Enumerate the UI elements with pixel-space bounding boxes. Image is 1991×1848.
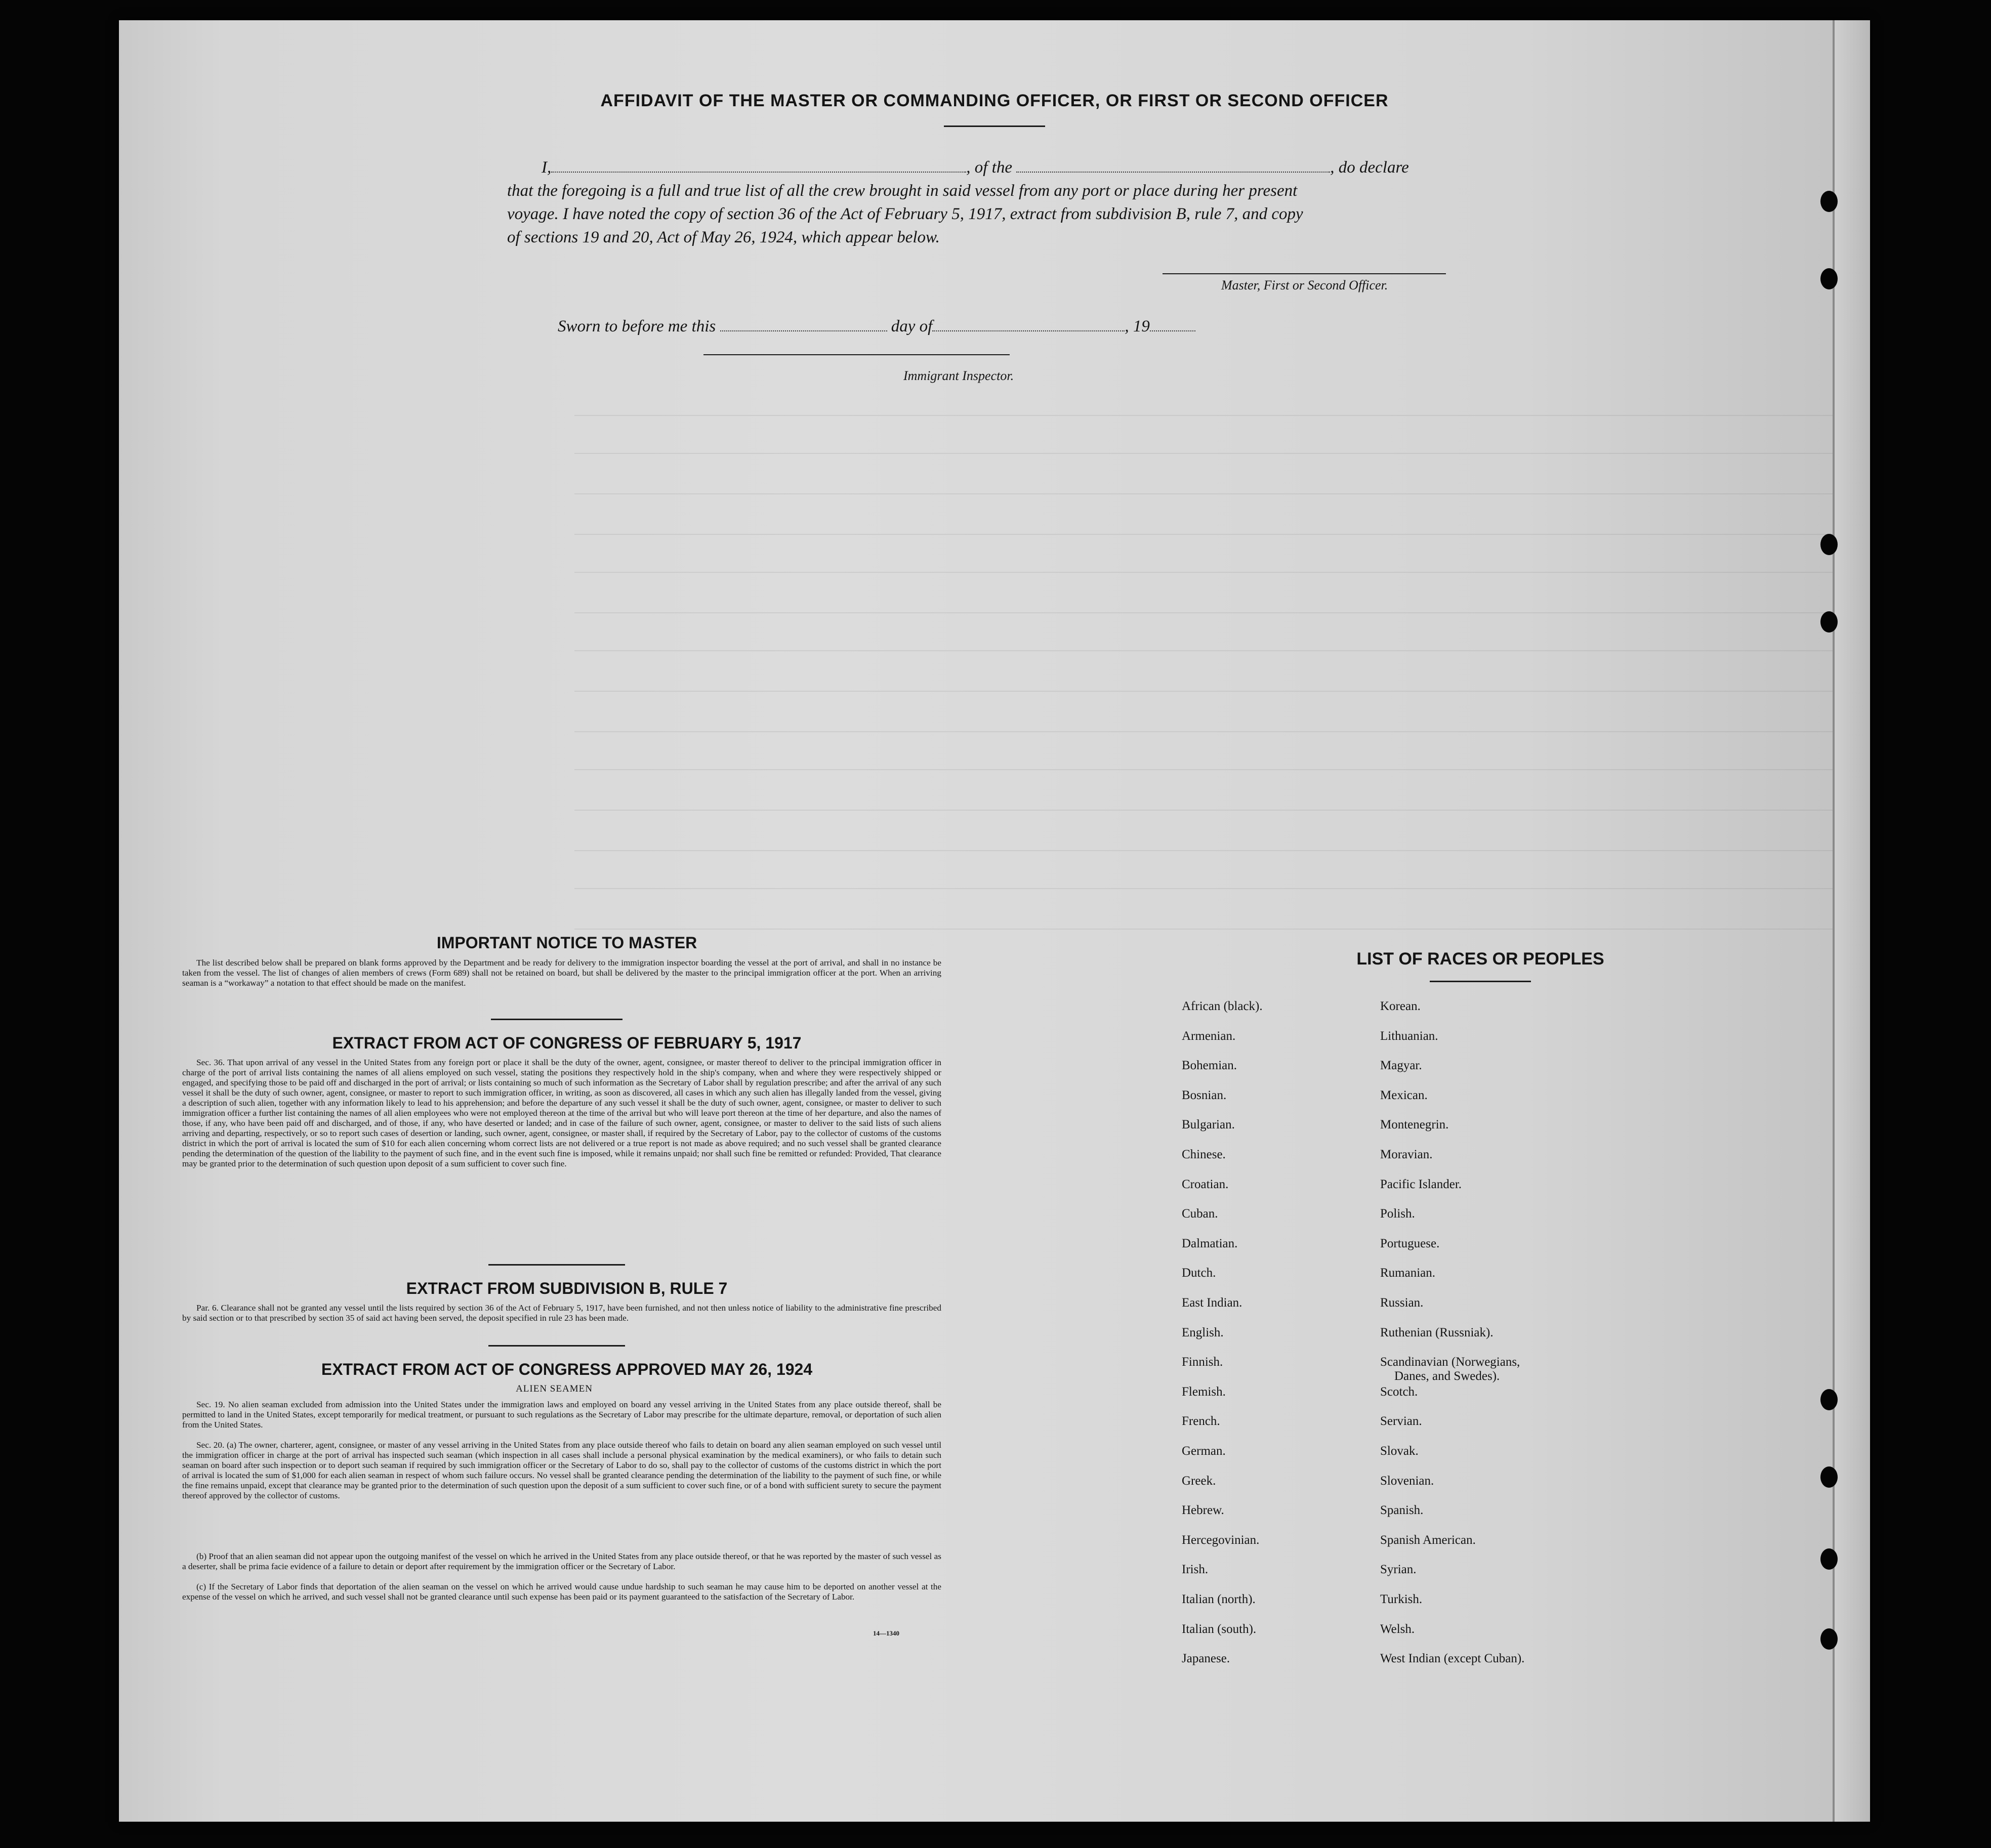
affidavit-of-the: , of the bbox=[966, 158, 1012, 177]
name-blank bbox=[551, 158, 966, 173]
manifest-page bbox=[119, 20, 1870, 1822]
extract-rule7-body: Par. 6. Clearance shall not be granted any vessel until the lists required by section 36 of the Act of February 5, 1917, have been furnished, and not then unless notice of liability to the administrative fine prescribed by said section or to that prescribed by section 35 of said act having been served, the deposit specified in rule 23 has been made. bbox=[182, 1303, 941, 1323]
race-item: French. bbox=[1182, 1414, 1220, 1428]
punch-hole bbox=[1820, 534, 1838, 555]
race-item: Italian (north). bbox=[1182, 1592, 1256, 1606]
bleed-through-rule bbox=[574, 534, 1840, 535]
bleed-through-rule bbox=[574, 850, 1840, 851]
extract-1917-rule bbox=[488, 1264, 625, 1266]
race-item: Slovak. bbox=[1380, 1444, 1419, 1458]
alien-seamen-subtitle: ALIEN SEAMEN bbox=[516, 1383, 593, 1394]
bleed-through-rule bbox=[574, 691, 1840, 692]
race-item: Chinese. bbox=[1182, 1148, 1226, 1161]
race-item: Polish. bbox=[1380, 1207, 1415, 1221]
section-20b-text: (b) Proof that an alien seaman did not appear upon the outgoing manifest of the vessel on which he arrived in the United States from any place outside thereof, or that he was reported by the master of such vessel as a deserter, shall be prima facie evidence of a failure to detain or deport after requirement by the immigration officer or the Secretary of Labor. bbox=[182, 1551, 941, 1571]
affidavit-line-2: that the foregoing is a full and true list of all the crew brought in said vessel from any port or place during her present bbox=[507, 182, 1298, 200]
race-item: Bosnian. bbox=[1182, 1088, 1227, 1102]
race-item: East Indian. bbox=[1182, 1296, 1242, 1310]
race-item: Greek. bbox=[1182, 1474, 1216, 1488]
punch-hole bbox=[1820, 1628, 1838, 1650]
race-item: Korean. bbox=[1380, 999, 1421, 1013]
punch-hole bbox=[1820, 191, 1838, 212]
race-item: Bohemian. bbox=[1182, 1059, 1237, 1072]
race-item: Flemish. bbox=[1182, 1385, 1226, 1399]
sworn-year-blank bbox=[1150, 317, 1195, 331]
race-item: Syrian. bbox=[1380, 1563, 1417, 1576]
punch-hole bbox=[1820, 611, 1838, 633]
bleed-through-rule bbox=[574, 612, 1840, 613]
extract-rule7-rule bbox=[488, 1345, 625, 1347]
notice-rule bbox=[491, 1019, 623, 1020]
race-item: Dutch. bbox=[1182, 1266, 1216, 1280]
section-19-text: Sec. 19. No alien seaman excluded from admission into the United States under the immigration laws and employed on board any vessel arriving in the United States from any place outside thereof, shall be permitted to land in the United States, except temporarily for medical treatment, or pursuant to such regulations as the Secretary of Labor may prescribe for the ultimate departure, removal, or deportation of such alien from the United States. bbox=[182, 1400, 941, 1430]
race-item: Magyar. bbox=[1380, 1059, 1422, 1072]
bleed-through-rule bbox=[574, 731, 1840, 732]
race-item: Pacific Islander. bbox=[1380, 1178, 1462, 1191]
title-rule bbox=[944, 125, 1045, 127]
sworn-day-of: day of bbox=[891, 317, 933, 335]
extract-rule7-title: EXTRACT FROM SUBDIVISION B, RULE 7 bbox=[406, 1279, 728, 1297]
inspector-signature-line bbox=[703, 354, 1010, 355]
bleed-through-rule bbox=[574, 650, 1840, 651]
sworn-before: Sworn to before me this bbox=[558, 317, 716, 335]
extract-1917-title: EXTRACT FROM ACT OF CONGRESS OF FEBRUARY 5, 1917 bbox=[332, 1034, 802, 1052]
punch-hole bbox=[1820, 1548, 1838, 1570]
race-item: Russian. bbox=[1380, 1296, 1424, 1310]
affidavit-line-1 bbox=[542, 158, 1409, 177]
race-item: Hebrew. bbox=[1182, 1503, 1224, 1517]
race-item: West Indian (except Cuban). bbox=[1380, 1652, 1525, 1665]
race-item: Servian. bbox=[1380, 1414, 1422, 1428]
race-item: Rumanian. bbox=[1380, 1266, 1436, 1280]
extract-1924-title: EXTRACT FROM ACT OF CONGRESS APPROVED MAY 26, 1924 bbox=[321, 1360, 813, 1378]
page-edge bbox=[1833, 20, 1870, 1822]
sworn-month-blank bbox=[932, 317, 1125, 331]
sworn-day-blank bbox=[720, 317, 887, 331]
bleed-through-rule bbox=[574, 493, 1840, 494]
form-number: 14—1340 bbox=[873, 1629, 899, 1637]
race-item: Croatian. bbox=[1182, 1178, 1229, 1191]
race-item: Armenian. bbox=[1182, 1029, 1236, 1043]
race-item: Scandinavian (Norwegians, bbox=[1380, 1355, 1520, 1369]
affidavit-title: AFFIDAVIT OF THE MASTER OR COMMANDING OFFICER, OR FIRST OR SECOND OFFICER bbox=[600, 91, 1389, 110]
race-item: Bulgarian. bbox=[1182, 1118, 1235, 1131]
race-item: Finnish. bbox=[1182, 1355, 1223, 1369]
inspector-label: Immigrant Inspector. bbox=[903, 368, 1014, 383]
race-item: Spanish. bbox=[1380, 1503, 1424, 1517]
affidavit-declare: , do declare bbox=[1330, 158, 1409, 177]
races-rule bbox=[1430, 981, 1531, 982]
race-item: Japanese. bbox=[1182, 1652, 1230, 1665]
notice-title: IMPORTANT NOTICE TO MASTER bbox=[436, 934, 697, 952]
race-item: Lithuanian. bbox=[1380, 1029, 1438, 1043]
section-20c-text: (c) If the Secretary of Labor finds that deportation of the alien seaman on the vessel on which he arrived would cause undue hardship to such seaman he may cause him to be deported on another vessel at the expense of the vessel on which he arrived, and such vessel shall not be granted clearance until such expense has been paid or its payment guaranteed to the satisfaction of the Secretary of Labor. bbox=[182, 1582, 941, 1602]
punch-hole bbox=[1820, 268, 1838, 289]
races-title: LIST OF RACES OR PEOPLES bbox=[1356, 949, 1604, 969]
bleed-through-rule bbox=[574, 929, 1840, 930]
race-item: Spanish American. bbox=[1380, 1533, 1476, 1547]
affidavit-line-4: of sections 19 and 20, Act of May 26, 1924, which appear below. bbox=[507, 228, 940, 246]
affidavit-line-3: voyage. I have noted the copy of section 36 of the Act of February 5, 1917, extract from subdivision B, rule 7, and copy bbox=[507, 205, 1303, 223]
race-item: Cuban. bbox=[1182, 1207, 1218, 1221]
race-item: Slovenian. bbox=[1380, 1474, 1434, 1488]
affidavit-i: I, bbox=[542, 158, 552, 177]
master-label: Master, First or Second Officer. bbox=[1221, 278, 1388, 292]
race-item: Irish. bbox=[1182, 1563, 1209, 1576]
bleed-through-rule bbox=[574, 415, 1840, 416]
race-item: Welsh. bbox=[1380, 1622, 1415, 1636]
punch-hole bbox=[1820, 1389, 1838, 1410]
sworn-line bbox=[558, 317, 1195, 336]
race-item-continuation: Danes, and Swedes). bbox=[1394, 1369, 1500, 1383]
race-item: Hercegovinian. bbox=[1182, 1533, 1260, 1547]
race-item: Scotch. bbox=[1380, 1385, 1418, 1399]
race-item: Turkish. bbox=[1380, 1592, 1423, 1606]
sworn-year: , 19 bbox=[1125, 317, 1150, 335]
race-item: Ruthenian (Russniak). bbox=[1380, 1326, 1494, 1339]
notice-body: The list described below shall be prepared on blank forms approved by the Department and be ready for delivery to the immigration inspector boarding the vessel at the port of arrival, and shall in no instance be taken from the vessel. The list of changes of alien members of crews (Form 689) shall not be retained on board, but shall be delivered by the master to the principal immigration officer at the port. When an arriving seaman is a “workaway” a notation to that effect should be made on the manifest. bbox=[182, 958, 941, 988]
bleed-through-rule bbox=[574, 810, 1840, 811]
race-item: Mexican. bbox=[1380, 1088, 1428, 1102]
bleed-through-rule bbox=[574, 769, 1840, 770]
race-item: Montenegrin. bbox=[1380, 1118, 1449, 1131]
extract-1917-body: Sec. 36. That upon arrival of any vessel in the United States from any foreign port or place it shall be the duty of the owner, agent, consignee, or master thereof to deliver to the principal immigration officer in charge of the port of arrival lists containing the names of all aliens employed on such vessel, stating the positions they respectively hold in the ship's company, when and where they were respectively shipped or engaged, and specifying those to be paid off and discharged in the port of arrival; or lists containing so much of such information as the Secretary of Labor shall by regulation prescribe; and after the arrival of any such vessel it shall be the duty of such owner, agent, consignee, or master to report to such immigration officer, in writing, as soon as discovered, all cases in which any such alien has illegally landed from the vessel, giving a description of such alien, together with any information likely to lead to his apprehension; and before the departure of any such vessel it shall be the duty of such owner, agent, consignee, or master to deliver to such immigration officer a further list containing the names of all alien employees who were not employed thereon at the time of the arrival but who will leave port thereon at the time of her departure, and also the names of those, if any, who have been paid off and discharged, and of those, if any, who have deserted or landed; and in case of the failure of such owner, agent, consignee, or master to deliver to the said lists of such aliens arriving and departing, respectively, or so to report such cases of desertion or landing, such owner, agent, consignee, or master shall, if required by the Secretary of Labor, pay to the collector of customs of the customs district in which the port of arrival is located the sum of $10 for each alien concerning whom correct lists are not delivered or a true report is not made as above required; and no such vessel shall be granted clearance pending the determination of the question of the liability to the payment of such fine, and in the event such fine is imposed, while it remains unpaid; nor shall such fine be remitted or refunded: Provided, That clearance may be granted prior to the determination of such question upon deposit of a sum sufficient to cover such fine. bbox=[182, 1058, 941, 1168]
punch-hole bbox=[1820, 1466, 1838, 1488]
section-20a-text: Sec. 20. (a) The owner, charterer, agent, consignee, or master of any vessel arriving in the United States from any place outside thereof who fails to detain on board any alien seaman employed on such vessel until the immigration officer in charge at the port of arrival has inspected such seaman (which inspection in all cases shall include a personal physical examination by the medical examiners), or who fails to detain such seaman on board after such inspection or to deport such seaman if required by such immigration officer or the Secretary of Labor to do so, shall pay to the collector of customs of the customs district in which the port of arrival is located the sum of $1,000 for each alien seaman in respect of whom such failure occurs. No vessel shall be granted clearance pending the determination of the liability to the payment of such fine, or while the fine remains unpaid, except that clearance may be granted prior to the determination of such question upon the deposit of a sum sufficient to cover such fine, or of a bond with sufficient surety to secure the payment thereof approved by the collector of customs. bbox=[182, 1440, 941, 1500]
race-item: German. bbox=[1182, 1444, 1226, 1458]
bleed-through-rule bbox=[574, 888, 1840, 889]
bleed-through-rule bbox=[574, 572, 1840, 573]
vessel-blank bbox=[1016, 158, 1330, 173]
race-item: Italian (south). bbox=[1182, 1622, 1257, 1636]
bleed-through-rule bbox=[574, 453, 1840, 454]
race-item: Moravian. bbox=[1380, 1148, 1433, 1161]
race-item: Dalmatian. bbox=[1182, 1237, 1238, 1250]
race-item: English. bbox=[1182, 1326, 1224, 1339]
master-signature-line bbox=[1163, 273, 1446, 274]
race-item: African (black). bbox=[1182, 999, 1263, 1013]
race-item: Portuguese. bbox=[1380, 1237, 1440, 1250]
